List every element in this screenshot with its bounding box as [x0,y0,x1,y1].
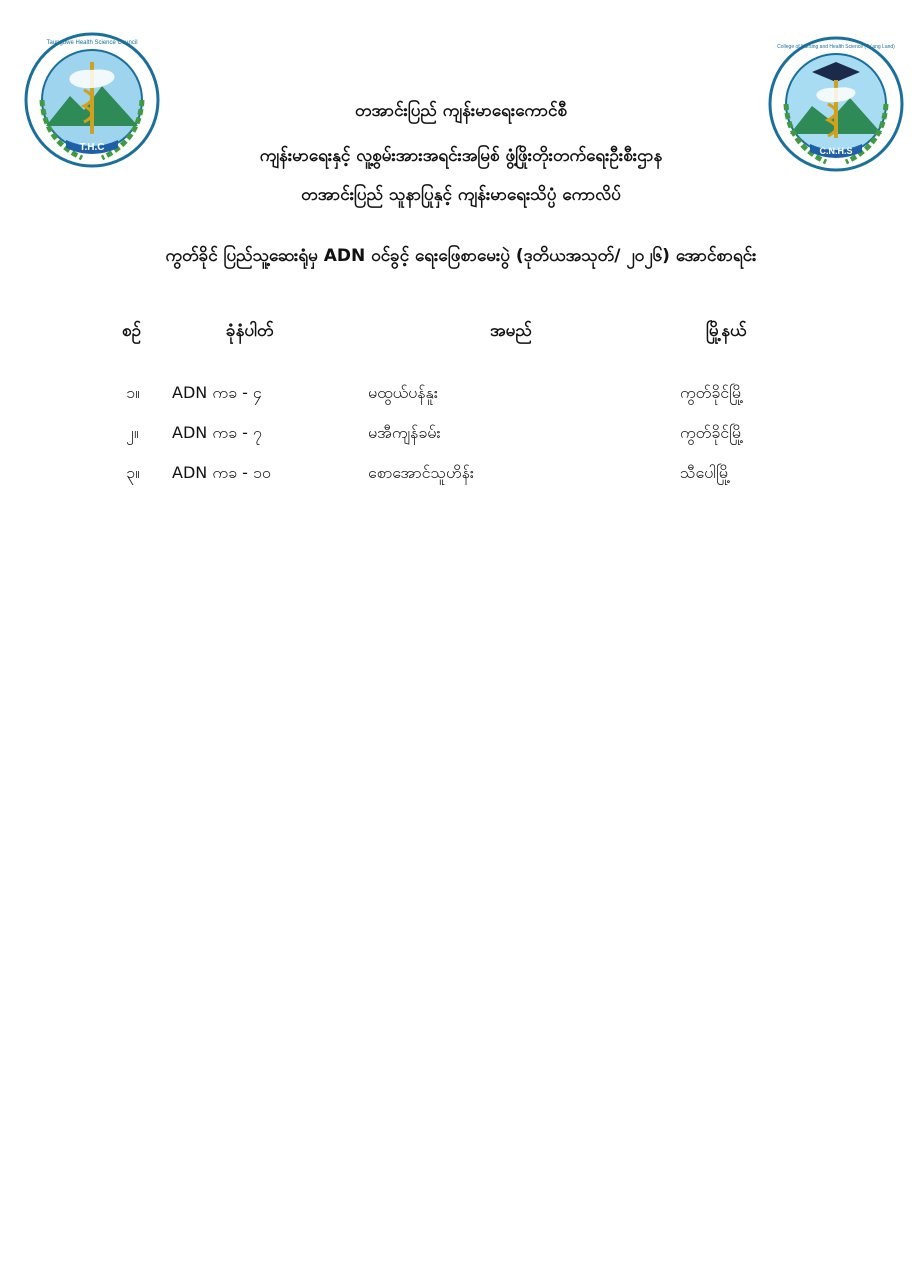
row-name: စောအောင်သူဟိန်း [368,463,474,482]
column-header-roll-number: ခုံနံပါတ် [226,321,274,341]
thc-logo-initials: T.H.C [79,142,105,153]
column-header-township: မြို့နယ် [706,321,747,341]
column-header-number: စဥ် [122,321,141,341]
row-number: ၁။ [126,383,140,402]
row-number: ၂။ [126,423,139,442]
header-department-name: ကျန်းမာရေးနှင့် လူ့စွမ်းအားအရင်းအမြစ် ဖွံ့ဖြိုးတိုးတက်ရေးဦးစီးဌာန [259,146,663,166]
table-row [0,422,922,452]
results-title: ကွတ်ခိုင် ပြည်သူ့ဆေးရုံမှ ADN ဝင်ခွင့် ရေးဖြေစာမေးပွဲ (ဒုတိယအသုတ်/ ၂၀၂၆) အောင်စာရင်း [165,246,757,266]
header-council-name: တအာင်းပြည် ကျန်းမာရေးကောင်စီ [354,101,568,121]
thc-logo-arc-text: Taungbwe Health Science Council [46,40,138,46]
row-name: မအီကျန်ခမ်း [368,423,441,442]
table-row [0,462,922,492]
row-roll-number: ADN ကခ - ၄ [172,383,262,402]
table-row [0,382,922,412]
cnhs-logo-initials: C.N.H.S [819,146,853,156]
row-roll-number: ADN ကခ - ၇ [172,423,262,442]
row-number: ၃။ [126,463,140,482]
cnhs-logo-arc-text: College of Nursing and Health Science (Ta'ang Land) [777,44,895,50]
row-township: ကွတ်ခိုင်မြို့ [680,383,744,402]
header-college-name: တအာင်းပြည် သူနာပြုနှင့် ကျန်းမာရေးသိပ္ပံ ကောလိပ် [301,185,621,205]
row-name: မထွယ်ပန်နူး [368,383,438,402]
row-township: သီပေါမြို့ [680,463,731,482]
column-header-name: အမည် [490,321,532,341]
row-township: ကွတ်ခိုင်မြို့ [680,423,744,442]
row-roll-number: ADN ကခ - ၁၀ [172,463,271,482]
